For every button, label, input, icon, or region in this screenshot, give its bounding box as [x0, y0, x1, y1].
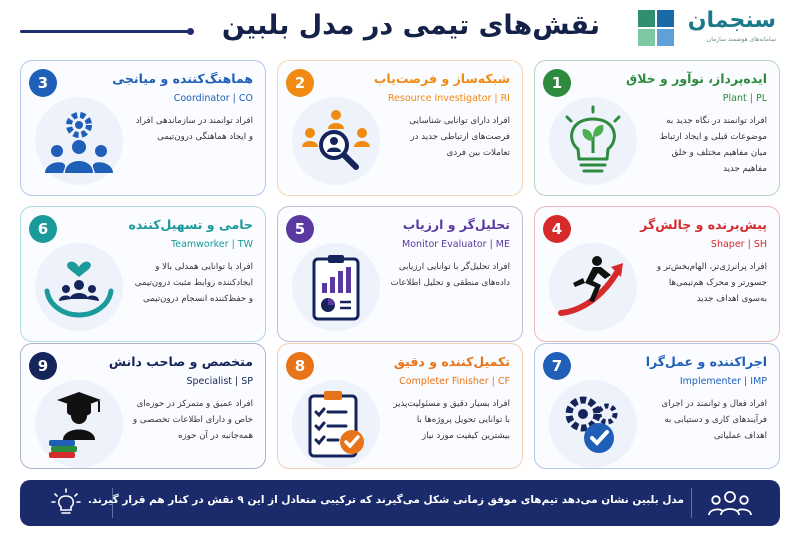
footer-divider	[691, 488, 692, 518]
role-subtitle: Plant | PL	[722, 93, 767, 104]
role-description: افراد پرانرژی‌تر، الهام‌بخش‌تر و جسورتر و محرک هم‌تیمی‌ها به‌سوی اهداف جدید	[656, 262, 767, 304]
role-number-badge: 9	[29, 352, 57, 380]
role-description: افراد با توانایی همدلی بالا و ایجادکننده روابط مثبت درون‌تیمی و حفظ‌کننده انسجام درون‌تیمی	[134, 262, 253, 304]
role-card	[20, 343, 266, 469]
team-gear-icon	[35, 97, 123, 185]
role-title: ایده‌پرداز، نوآور و خلاق	[626, 71, 767, 86]
role-number-badge: 2	[286, 69, 314, 97]
role-number-badge: 1	[543, 69, 571, 97]
role-card	[277, 343, 523, 469]
role-card	[277, 206, 523, 342]
role-card	[277, 60, 523, 196]
role-number-badge: 4	[543, 215, 571, 243]
role-number-badge: 5	[286, 215, 314, 243]
role-subtitle: Resource Investigator | RI	[387, 93, 510, 104]
role-subtitle: Shaper | SH	[710, 239, 767, 250]
clipboard-chart-icon	[292, 243, 380, 331]
role-title: پیش‌برنده و چالش‌گر	[640, 217, 767, 232]
role-number-badge: 3	[29, 69, 57, 97]
logo-mark-icon	[638, 10, 676, 48]
graduate-books-icon	[35, 380, 123, 468]
role-card	[534, 60, 780, 196]
role-subtitle: Coordinator | CO	[173, 93, 253, 104]
role-description: افراد تحلیل‌گر با توانایی ارزیابی داده‌های منطقی و تحلیل اطلاعات	[390, 262, 510, 288]
logo-name: سنجمان	[687, 8, 776, 33]
role-description: افراد توانمند در نگاه جدید به موضوعات قبلی و ایجاد ارتباط میان مفاهیم مختلف و خلق مفاهیم جدید	[659, 116, 767, 174]
role-title: متخصص و صاحب دانش	[108, 354, 253, 369]
logo	[632, 8, 782, 48]
lightbulb-icon	[50, 487, 82, 519]
role-subtitle: Teamworker | TW	[171, 239, 253, 250]
role-card	[20, 206, 266, 342]
role-title: تحلیل‌گر و ارزیاب	[402, 217, 510, 232]
role-number-badge: 6	[29, 215, 57, 243]
role-title: تکمیل‌کننده و دقیق	[393, 354, 510, 369]
role-subtitle: Implementer | IMP	[679, 376, 767, 387]
role-subtitle: Specialist | SP	[186, 376, 253, 387]
role-title: اجراکننده و عمل‌گرا	[645, 354, 767, 369]
runner-arrow-icon	[549, 243, 637, 331]
page-title: نقش‌های تیمی در مدل بلبین	[221, 10, 600, 41]
role-number-badge: 7	[543, 352, 571, 380]
gears-check-icon	[549, 380, 637, 468]
role-description: افراد بسیار دقیق و مسئولیت‌پذیر با توانایی تحویل پروژه‌ها با بیشترین کیفیت مورد نیاز	[393, 399, 510, 441]
care-hands-icon	[35, 243, 123, 331]
team-icon	[708, 488, 752, 518]
network-search-icon	[292, 97, 380, 185]
role-card	[534, 343, 780, 469]
role-subtitle: Completer Finisher | CF	[399, 376, 510, 387]
title-underline	[20, 30, 190, 33]
checklist-icon	[292, 380, 380, 468]
role-description: افراد دارای توانایی شناسایی فرصت‌های ارتباطی جدید در تعاملات بین فردی	[409, 116, 510, 158]
lightbulb-plant-icon	[549, 97, 637, 185]
role-description: افراد عمیق و متمرکز در حوزه‌ای خاص و دارای اطلاعات تخصصی و همه‌جانبه در آن حوزه	[133, 399, 253, 441]
role-title: حامی و تسهیل‌کننده	[128, 217, 253, 232]
role-description: افراد توانمند در سازماندهی افراد و ایجاد هماهنگی درون‌تیمی	[135, 116, 253, 142]
role-card	[20, 60, 266, 196]
role-title: شبکه‌ساز و فرصت‌یاب	[373, 71, 510, 86]
footer-text: مدل بلبین نشان می‌دهد تیم‌های موفق زمانی شکل می‌گیرند که ترکیبی متعادل از این ۹ نقش در کنار هم قرار گیرند.	[87, 494, 684, 506]
role-title: هماهنگ‌کننده و میانجی	[112, 71, 253, 86]
logo-tagline: سامانه‌های هوشمند سازمان	[706, 36, 776, 43]
header	[0, 0, 800, 56]
role-subtitle: Monitor Evaluator | ME	[402, 239, 510, 250]
role-card	[534, 206, 780, 342]
role-description: افراد فعال و توانمند در اجرای فرآیندهای کاری و دستیابی به اهداف عملیاتی	[661, 399, 767, 441]
footer-banner	[20, 480, 780, 526]
role-number-badge: 8	[286, 352, 314, 380]
